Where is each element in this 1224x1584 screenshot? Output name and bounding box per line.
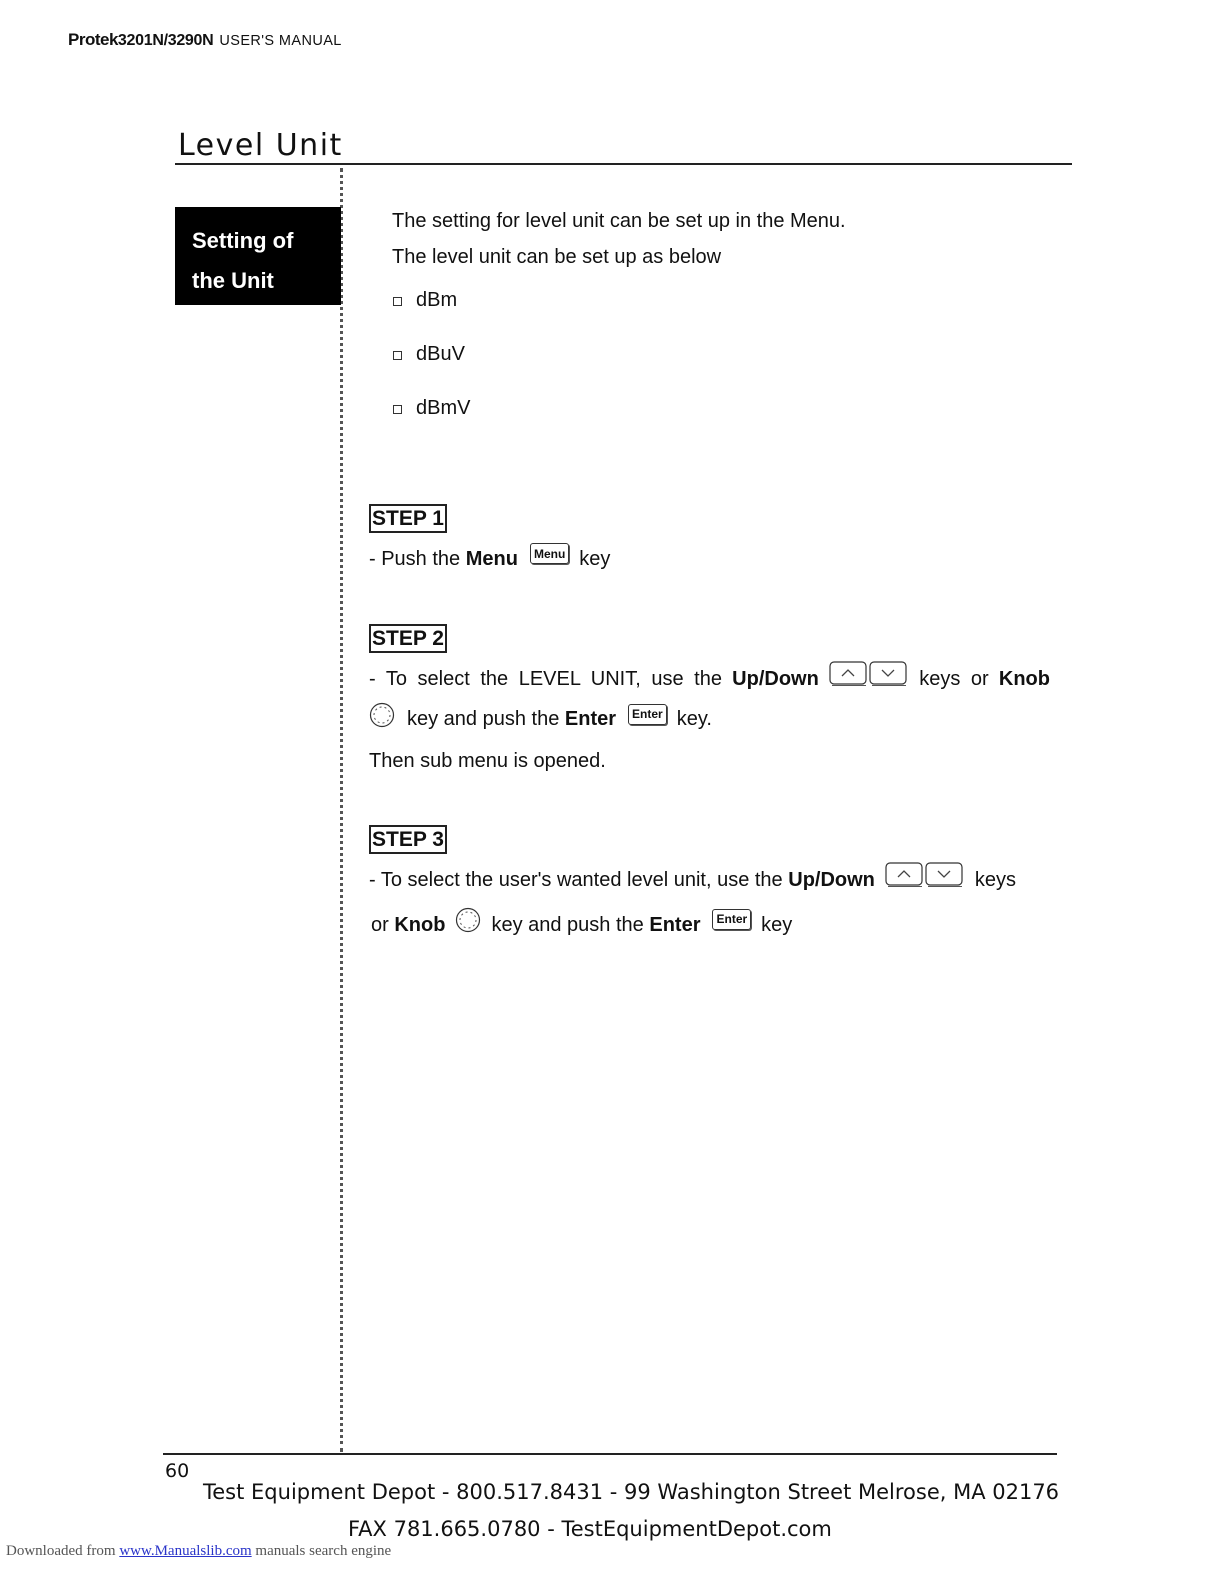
page-title: Level Unit bbox=[178, 128, 343, 163]
footer-fax: FAX 781.665.0780 - TestEquipmentDepot.com bbox=[348, 1517, 832, 1541]
checkbox-icon bbox=[393, 405, 402, 414]
manual-label: USER'S MANUAL bbox=[219, 33, 342, 49]
manualslib-link[interactable]: www.Manualslib.com bbox=[119, 1543, 252, 1559]
menu-key-icon: Menu bbox=[530, 543, 569, 564]
step-2-line-2: key and push the Enter Enter key. bbox=[369, 706, 712, 732]
section-label-line2: the Unit bbox=[192, 268, 274, 293]
unit-option-dbm bbox=[393, 289, 457, 312]
footer-contact: Test Equipment Depot - 800.517.8431 - 99 Washington Street Melrose, MA 02176 bbox=[203, 1480, 1060, 1504]
download-note: Downloaded from www.Manualslib.com manuals search engine bbox=[6, 1543, 392, 1559]
step-3-line-2: or Knob key and push the Enter Enter key bbox=[371, 912, 792, 938]
checkbox-icon bbox=[393, 351, 402, 360]
model-number: 3201N/3290N bbox=[117, 32, 214, 49]
intro-line-1: The setting for level unit can be set up in the Menu. bbox=[392, 210, 846, 232]
footer-rule bbox=[163, 1453, 1057, 1455]
step-2-line-1: - To select the LEVEL UNIT, use the Up/Down keys or Knob bbox=[369, 666, 1050, 692]
knob-icon bbox=[369, 702, 395, 728]
step-2-badge: STEP 2 bbox=[369, 624, 447, 653]
enter-key-icon: Enter bbox=[628, 704, 667, 725]
unit-label: dBm bbox=[416, 289, 458, 311]
step-1-text: - Push the Menu Menu key bbox=[369, 548, 610, 571]
unit-option-dbuv bbox=[393, 343, 465, 366]
step-3-line-1: - To select the user's wanted level unit, use the Up/Down keys bbox=[369, 867, 1016, 893]
unit-label: dBmV bbox=[416, 397, 471, 419]
unit-label: dBuV bbox=[416, 343, 465, 365]
up-down-keys-icon bbox=[885, 862, 965, 888]
step-3-badge: STEP 3 bbox=[369, 825, 447, 854]
section-label bbox=[175, 207, 341, 305]
intro-line-2: The level unit can be set up as below bbox=[392, 246, 722, 268]
dotted-divider bbox=[340, 168, 343, 1452]
unit-option-dbmv bbox=[393, 397, 470, 420]
enter-key-icon: Enter bbox=[712, 909, 751, 930]
page-number: 60 bbox=[165, 1460, 190, 1482]
title-rule bbox=[175, 163, 1072, 165]
running-header bbox=[68, 30, 342, 50]
section-label-line1: Setting of bbox=[192, 228, 294, 253]
step-1-badge: STEP 1 bbox=[369, 504, 447, 533]
up-down-keys-icon bbox=[829, 661, 909, 687]
step-2-line-3: Then sub menu is opened. bbox=[369, 750, 606, 772]
brand-logo: Protek bbox=[68, 30, 118, 49]
knob-icon bbox=[455, 907, 481, 933]
checkbox-icon bbox=[393, 297, 402, 306]
